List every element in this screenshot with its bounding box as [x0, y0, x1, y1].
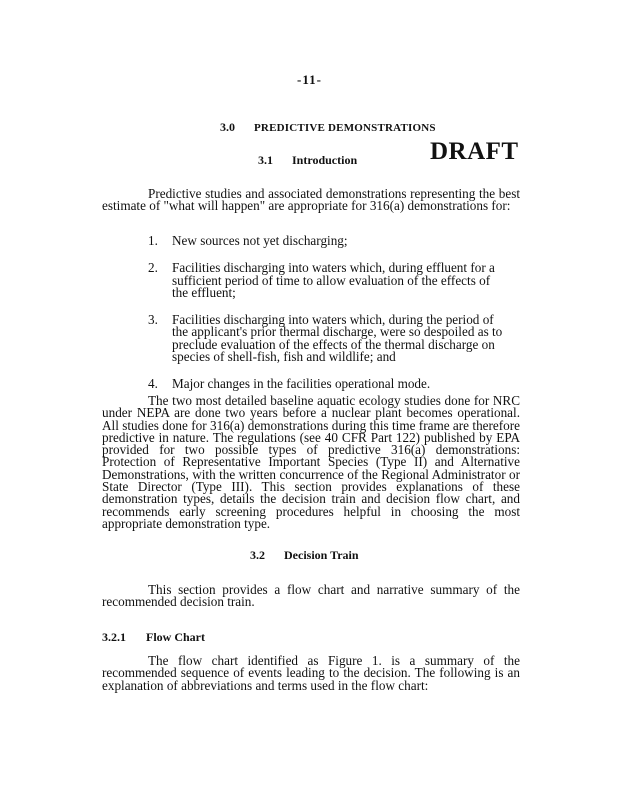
section-title: Introduction: [292, 153, 358, 167]
conditions-list: [148, 235, 508, 391]
section-number: 3.0: [220, 120, 235, 134]
list-item: [148, 262, 508, 299]
list-marker: 2.: [148, 260, 158, 276]
list-item-text: New sources not yet discharging;: [172, 233, 348, 248]
page-number: -11-: [297, 72, 322, 87]
section-title: Decision Train: [284, 548, 359, 562]
list-item-text: Facilities discharging into waters which, during effluent for a sufficient period of time to allow evaluation of the effects of the effluent;: [172, 260, 495, 300]
nrc-paragraph: The two most detailed baseline aquatic ecology studies done for NRC under NEPA are done two years before a nuclear plant becomes operational. All studies done for 316(a) demonstrations during this time frame are therefore predictive in nature. The regulations (see 40 CFR Part 122) published by EPA provided for two possible types of predictive 316(a) demonstrations: Protection of Representative Important Species (Type II) and Alternative Demonstrations, with the written concurrence of the Regional Administrator or State Director (Type III). This section provides explanations of these demonstration types, details the decision train and decision flow chart, and recommends early screening procedures helpful in choosing the most appropriate demonstration type.: [102, 393, 520, 531]
section-heading-3-2: [250, 548, 359, 563]
list-marker: 3.: [148, 312, 158, 328]
section-number: 3.2.1: [102, 630, 126, 644]
section-number: 3.2: [250, 548, 265, 562]
section-number: 3.1: [258, 153, 273, 167]
decision-paragraph: This section provides a flow chart and narrative summary of the recommended decision train.: [102, 582, 520, 610]
list-item-text: Facilities discharging into waters which, during the period of the applicant's prior thermal discharge, were so despoiled as to preclude evaluation of the effects of the thermal discharge on species of shell-fish, fish and wildlife; and: [172, 312, 503, 365]
list-marker: 1.: [148, 233, 158, 248]
intro-paragraph: Predictive studies and associated demonstrations representing the best estimate of "what will happen" are appropriate for 316(a) demonstrations for:: [102, 186, 520, 214]
section-heading-3-2-1: [102, 630, 205, 645]
list-item: [148, 314, 508, 363]
list-item: [148, 378, 508, 390]
list-marker: 4.: [148, 376, 158, 392]
section-title: Flow Chart: [146, 630, 205, 644]
flowchart-paragraph: The flow chart identified as Figure 1. is a summary of the recommended sequence of events leading to the decision. The following is an explanation of abbreviations and terms used in the flow chart:: [102, 653, 520, 693]
draft-stamp: DRAFT: [430, 138, 519, 165]
list-item-text: Major changes in the facilities operational mode.: [172, 376, 431, 392]
section-heading-3-1: [258, 153, 357, 168]
list-item: [148, 235, 508, 247]
section-title: PREDICTIVE DEMONSTRATIONS: [254, 122, 436, 134]
section-heading-3-0: [220, 120, 436, 135]
